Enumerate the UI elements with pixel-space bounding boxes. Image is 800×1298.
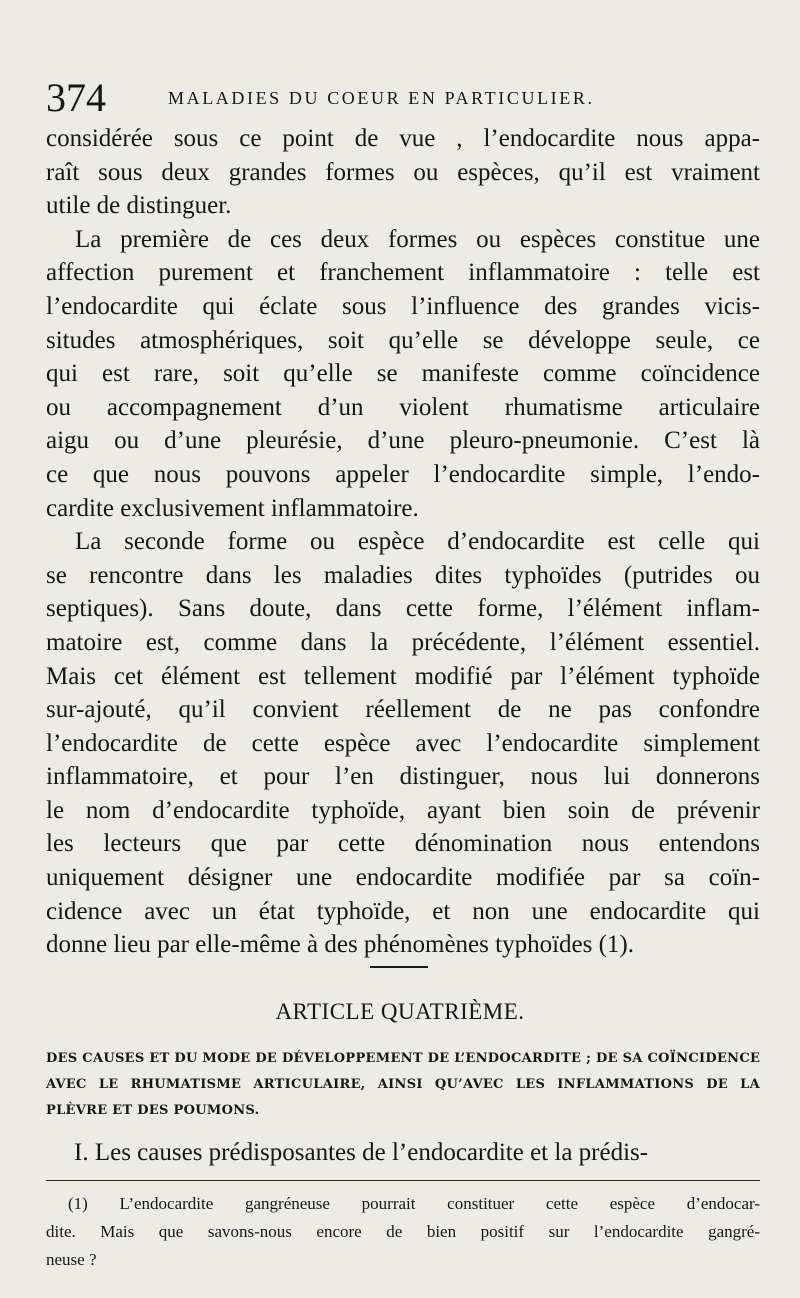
body-line: l’endocardite qui éclate sous l’influence des grandes vicis- <box>46 292 760 320</box>
footnote-line: neuse ? <box>46 1250 97 1269</box>
body-line: donne lieu par elle-même à des phénomènes typhoïdes (1). <box>46 931 635 959</box>
summary-line: DES CAUSES ET DU MODE DE DÉVELOPPEMENT DE L’ENDOCARDITE ; DE SA COÏNCIDENCE <box>46 1051 760 1066</box>
footnote-line: dite. Mais que savons-nous encore de bien positif sur l’endocardite gangré- <box>46 1222 760 1241</box>
body-line: considérée sous ce point de vue , l’endocardite nous appa- <box>46 125 760 152</box>
body-line: les lecteurs que par cette dénomination nous entendons <box>46 830 760 858</box>
article-title: ARTICLE QUATRIÈME. <box>275 999 525 1024</box>
running-title: MALADIES DU COEUR EN PARTICULIER. <box>168 88 595 108</box>
footnote-line: (1) L’endocardite gangréneuse pourrait constituer cette espèce d’endocar- <box>68 1194 760 1213</box>
body-line: ou accompagnement d’un violent rhumatisme articulaire <box>46 393 760 421</box>
body-line: utile de distinguer. <box>46 192 232 220</box>
body-line: aigu ou d’une pleurésie, d’une pleuro-pneumonie. C’est là <box>46 427 760 455</box>
body-line: se rencontre dans les maladies dites typhoïdes (putrides ou <box>46 561 760 589</box>
body-line: raît sous deux grandes formes ou espèces, qu’il est vraiment <box>46 158 760 186</box>
footnotes <box>46 1190 760 1274</box>
page-number: 374 <box>46 75 106 120</box>
body-line: affection purement et franchement inflammatoire : telle est <box>46 259 760 287</box>
summary-line: AVEC LE RHUMATISME ARTICULAIRE, AINSI QU’AVEC LES INFLAMMATIONS DE LA <box>46 1077 760 1092</box>
body-line: qui est rare, soit qu’elle se manifeste comme coïncidence <box>46 360 760 388</box>
body-line: ce que nous pouvons appeler l’endocardite simple, l’endo- <box>46 460 760 488</box>
body-line: sur-ajouté, qu’il convient réellement de ne pas confondre <box>46 696 760 724</box>
section-heading: I. Les causes prédisposantes de l’endocardite et la prédis- <box>74 1139 649 1166</box>
summary-line: PLÈVRE ET DES POUMONS. <box>46 1103 260 1118</box>
body-line: l’endocardite de cette espèce avec l’endocardite simplement <box>46 729 760 757</box>
section-divider <box>370 966 428 968</box>
body-line: cardite exclusivement inflammatoire. <box>46 494 419 522</box>
body-line: le nom d’endocardite typhoïde, ayant bien soin de prévenir <box>46 796 760 824</box>
body-line: uniquement désigner une endocardite modifiée par sa coïn- <box>46 864 760 892</box>
body-line: La première de ces deux formes ou espèces constitue une <box>75 225 760 253</box>
body-line: La seconde forme ou espèce d’endocardite est celle qui <box>75 528 760 556</box>
body-line: situdes atmosphériques, soit qu’elle se développe seule, ce <box>46 326 760 354</box>
body-line: cidence avec un état typhoïde, et non une endocardite qui <box>46 897 760 925</box>
body-line: inflammatoire, et pour l’en distinguer, nous lui donnerons <box>46 763 760 791</box>
body-text <box>46 122 760 962</box>
running-head <box>46 74 760 124</box>
article-summary <box>46 1046 760 1124</box>
body-line: septiques). Sans doute, dans cette forme, l’élément inflam- <box>46 595 760 623</box>
body-line: Mais cet élément est tellement modifié par l’élément typhoïde <box>46 662 760 690</box>
footnote-rule <box>46 1180 760 1181</box>
body-line: matoire est, comme dans la précédente, l’élément essentiel. <box>46 628 760 656</box>
